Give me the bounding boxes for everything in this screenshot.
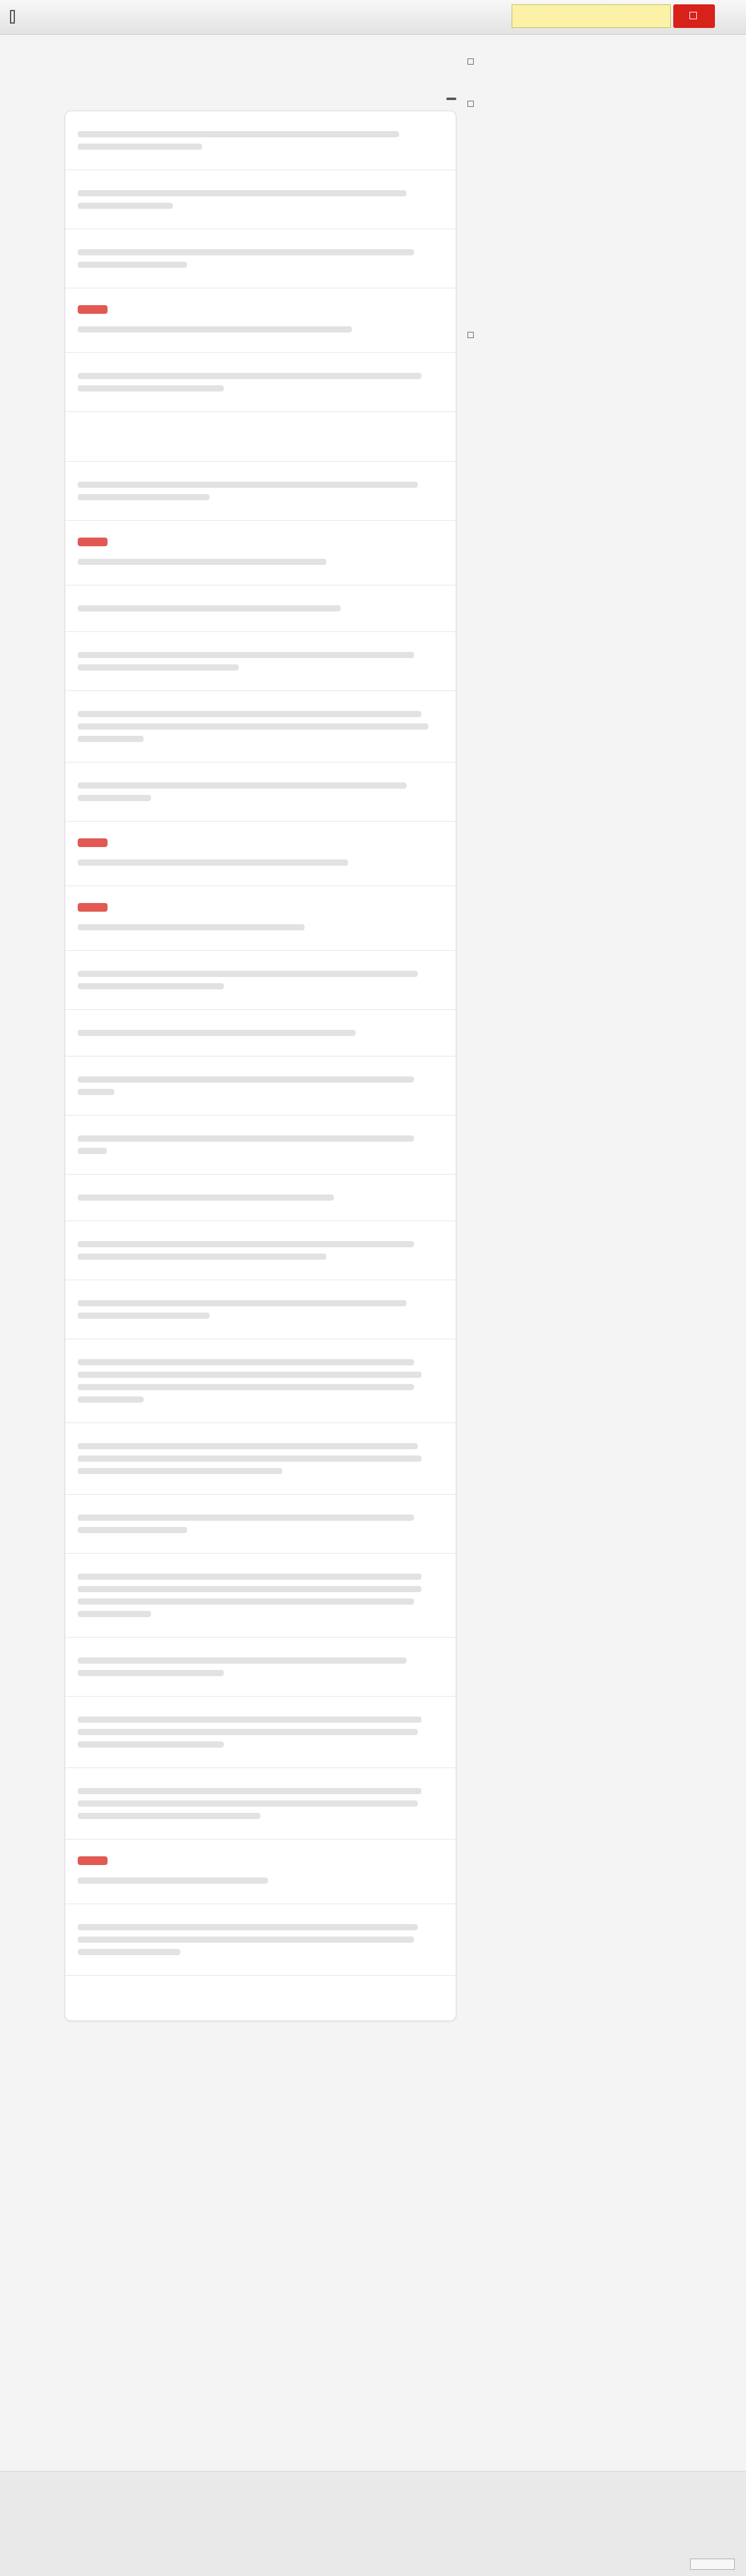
list-item [65,288,456,353]
list-item [65,412,456,462]
list-item [65,632,456,691]
list-item [65,229,456,288]
sidebar-heading-misread [467,329,679,344]
search-icon [689,12,697,19]
list-item [65,1638,456,1697]
list-item [65,1840,456,1904]
idiom-grid [467,113,679,318]
list-item [65,951,456,1010]
misread-grid [467,344,679,549]
search-button[interactable] [673,4,715,28]
list-item [65,1768,456,1840]
list-item [65,1904,456,1976]
search-input[interactable] [512,4,671,28]
square-icon [467,101,474,107]
list-item [65,1554,456,1638]
related-word-link[interactable] [467,71,679,98]
list-item [65,1010,456,1057]
list-item [65,462,456,521]
footer [0,2471,746,2576]
sidebar-heading-idioms [467,98,679,113]
next-page-link[interactable] [65,1976,456,2020]
sidebar-heading-starting-words [467,56,679,71]
list-item [65,1339,456,1423]
list-item [65,1221,456,1280]
list-item [65,170,456,229]
result-count [65,93,456,111]
list-item [65,1495,456,1554]
list-item [65,691,456,763]
count-badge [446,98,456,100]
list-item [65,822,456,886]
square-icon [467,58,474,65]
sentence-list [65,111,456,2021]
list-item [65,111,456,170]
main-content [65,56,456,2021]
top-bar [0,0,746,35]
logo-icon [10,10,15,24]
page-title [65,56,456,93]
square-icon [467,332,474,338]
list-item [65,1423,456,1495]
language-select[interactable] [690,2559,735,2570]
list-item [65,353,456,412]
list-item [65,1697,456,1768]
list-item [65,763,456,822]
list-item [65,1057,456,1116]
list-item [65,1280,456,1339]
list-item [65,521,456,585]
list-item [65,886,456,951]
list-item [65,1175,456,1221]
site-logo[interactable] [10,7,19,26]
list-item [65,1116,456,1175]
footer-logo[interactable] [0,2472,746,2490]
list-item [65,585,456,632]
sidebar [467,56,679,561]
